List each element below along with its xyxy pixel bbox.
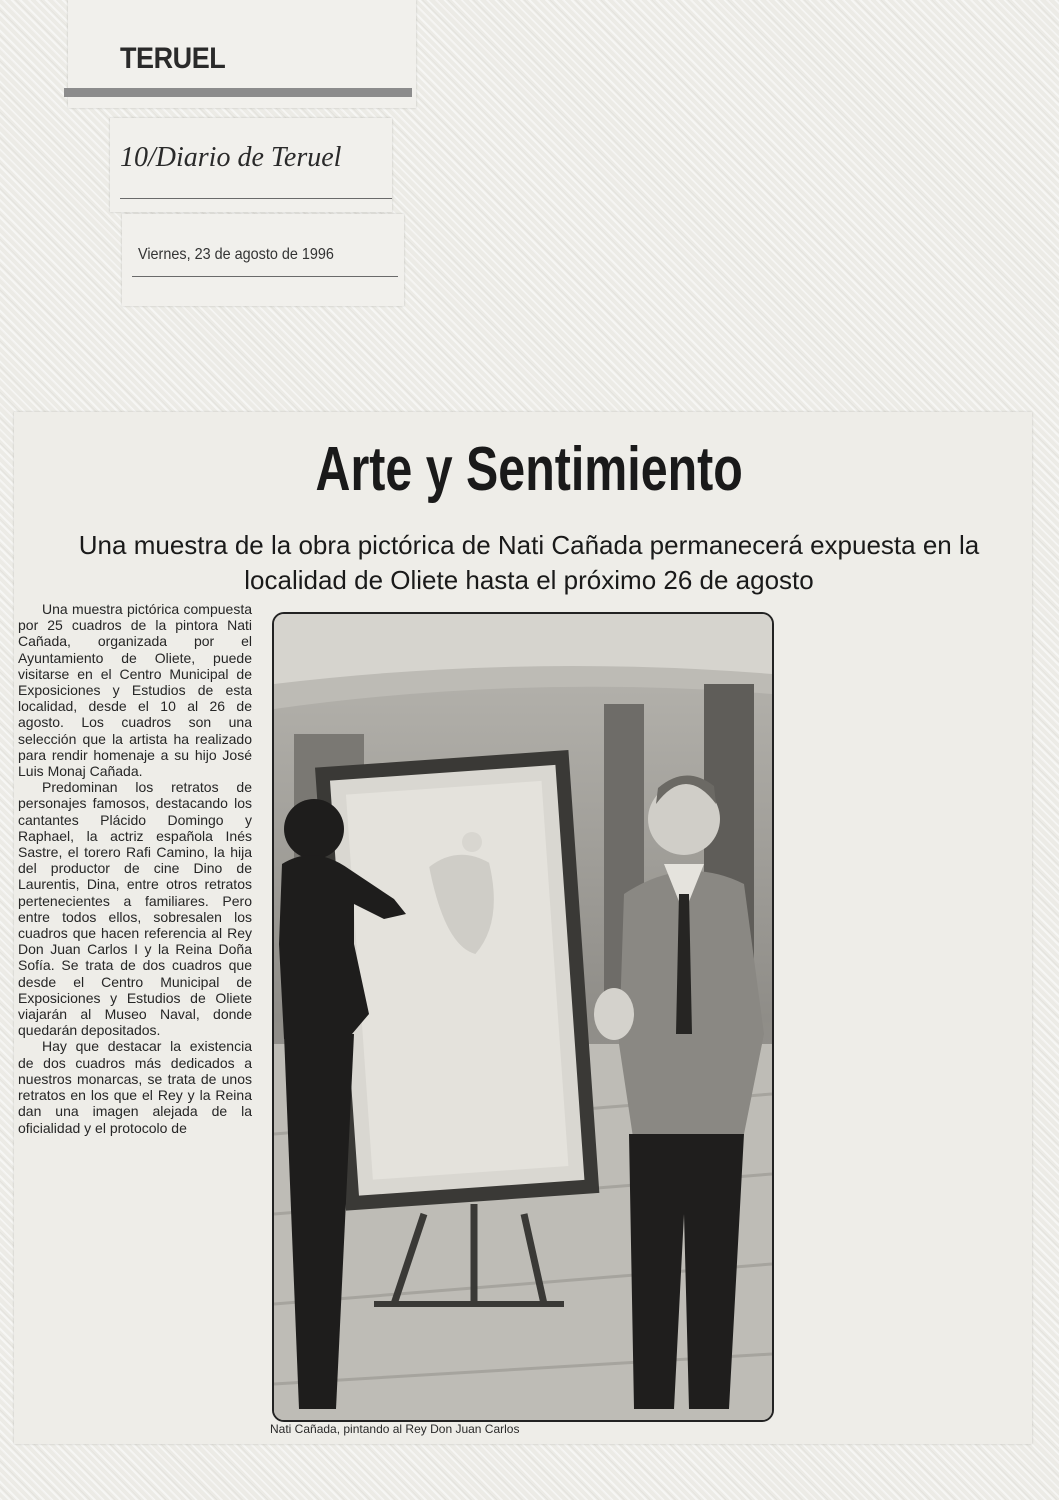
article-paragraph: Predominan los retratos de personajes famosos, destacando los cantantes Plácido Domingo y Raphael, la actriz española Inés Sastre, el torero Rafi Camino, la hija del productor de cine Dino de Laurentis, Dina, entre otros retratos pertenecientes a familiares. Pero entre todos ellos, sobresalen los cuadros que hacen referencia al Rey Don Juan Carlos I y la Reina Doña Sofía. Se trata de dos cuadros que desde el Centro Municipal de Exposiciones y Estudios de Oliete viajarán al Museo Naval, donde quedarán depositados. [18,779,252,1039]
newspaper-page-title: 10/Diario de Teruel [120,142,342,173]
photo-illustration [274,614,772,1420]
issue-date: Viernes, 23 de agosto de 1996 [138,246,334,263]
article-paragraph: Una muestra pictórica compuesta por 25 cuadros de la pintora Nati Cañada, organizada por el Ayuntamiento de Oliete, puede visitarse en el Centro Municipal de Exposiciones y Estudios de esta localidad, desde el 10 al 26 de agosto. Los cuadros son una selección que la artista ha realizado para rendir homenaje a su hijo José Luis Monaj Cañada. [18,601,252,780]
article-photo [272,612,774,1422]
section-rule [64,88,412,97]
date-rule [132,276,398,277]
article-paragraph: Hay que destacar la existencia de dos cuadros más dedicados a nuestros monarcas, se trata de unos retratos en los que el Rey y la Reina dan una imagen alejada de la oficialidad y el protocolo de [18,1038,252,1136]
masthead-rule [120,198,392,199]
article-headline: Arte y Sentimiento [315,435,743,504]
section-title: TERUEL [120,42,226,75]
article-subheadline: Una muestra de la obra pictórica de Nati Cañada permanecerá expuesta en la localidad de Oliete hasta el próximo 26 de agosto [78,530,980,595]
article-body [18,601,252,1136]
photo-caption: Nati Cañada, pintando al Rey Don Juan Carlos [270,1422,520,1436]
